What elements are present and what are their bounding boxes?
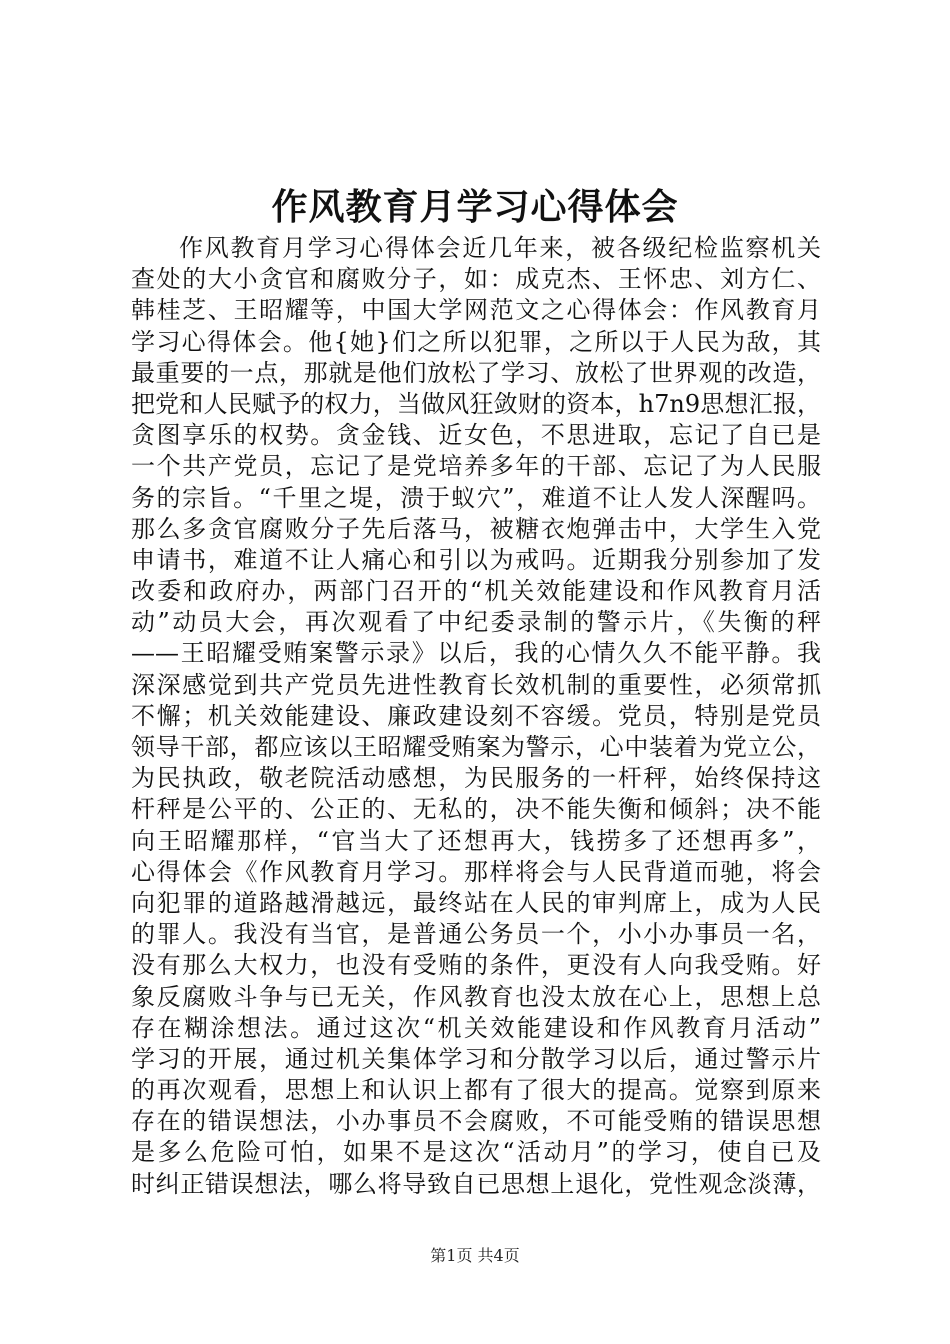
body-line: 改委和政府办，两部门召开的“机关效能建设和作风教育月活 xyxy=(131,577,821,606)
body-line: 不懈；机关效能建设、廉政建设刻不容缓。党员，特别是党员 xyxy=(131,701,821,730)
body-line: 的罪人。我没有当官，是普通公务员一个，小小办事员一名， xyxy=(131,920,821,949)
body-line: ——王昭耀受贿案警示录》以后，我的心情久久不能平静。我 xyxy=(131,639,821,668)
body-line: 向犯罪的道路越滑越远，最终站在人民的审判席上，成为人民 xyxy=(131,888,821,917)
body-line: 领导干部，都应该以王昭耀受贿案为警示，心中装着为党立公， xyxy=(131,733,821,761)
body-line: 没有那么大权力，也没有受贿的条件，更没有人向我受贿。好 xyxy=(131,951,821,980)
body-line: 深深感觉到共产党员先进性教育长效机制的重要性，必须常抓 xyxy=(131,670,821,699)
body-line: 把党和人民赋予的权力，当做风狂敛财的资本，h7n9思想汇报， xyxy=(131,389,821,418)
body-line: 务的宗旨。“千里之堤，溃于蚁穴”，难道不让人发人深醒吗。 xyxy=(131,483,821,512)
body-line: 韩桂芝、王昭耀等，中国大学网范文之心得体会：作风教育月 xyxy=(131,296,821,325)
body-line: 一个共产党员，忘记了是党培养多年的干部、忘记了为人民服 xyxy=(131,452,821,481)
body-line: 杆秤是公平的、公正的、无私的，决不能失衡和倾斜；决不能 xyxy=(131,795,821,824)
body-line: 心得体会《作风教育月学习。那样将会与人民背道而驰，将会 xyxy=(131,857,821,886)
body-line: 是多么危险可怕，如果不是这次“活动月”的学习，使自已及 xyxy=(131,1138,821,1167)
body-line: 为民执政，敬老院活动感想，为民服务的一杆秤，始终保持这 xyxy=(131,764,821,793)
body-line: 贪图享乐的权势。贪金钱、近女色，不思进取，忘记了自已是 xyxy=(131,421,821,450)
body-line: 那么多贪官腐败分子先后落马，被糖衣炮弹击中，大学生入党 xyxy=(131,514,821,543)
body-line: 象反腐败斗争与已无关，作风教育也没太放在心上，思想上总 xyxy=(131,982,821,1011)
body-line: 查处的大小贪官和腐败分子，如：成克杰、王怀忠、刘方仁、 xyxy=(131,265,821,294)
body-line: 作风教育月学习心得体会近几年来，被各级纪检监察机关 xyxy=(179,234,821,262)
body-line: 动”动员大会，再次观看了中纪委录制的警示片，《失衡的秤 xyxy=(131,608,821,637)
document-body xyxy=(131,233,821,1200)
body-line: 最重要的一点，那就是他们放松了学习、放松了世界观的改造， xyxy=(131,358,821,387)
body-line: 时纠正错误想法，哪么将导致自已思想上退化，党性观念淡薄， xyxy=(131,1169,821,1198)
page-number-footer: 第1页 共4页 xyxy=(430,1246,520,1265)
body-line: 学习心得体会。他{她}们之所以犯罪，之所以于人民为敌，其 xyxy=(131,327,821,356)
body-line: 学习的开展，通过机关集体学习和分散学习以后，通过警示片 xyxy=(131,1044,821,1073)
document-title: 作风教育月学习心得体会 xyxy=(271,186,679,228)
body-line: 向王昭耀那样，“官当大了还想再大，钱捞多了还想再多”， xyxy=(131,826,821,855)
body-line: 的再次观看，思想上和认识上都有了很大的提高。觉察到原来 xyxy=(131,1076,821,1105)
body-line: 存在糊涂想法。通过这次“机关效能建设和作风教育月活动” xyxy=(131,1013,821,1042)
body-line: 申请书，难道不让人痛心和引以为戒吗。近期我分别参加了发 xyxy=(131,545,821,574)
body-line: 存在的错误想法，小办事员不会腐败，不可能受贿的错误思想 xyxy=(131,1107,821,1136)
